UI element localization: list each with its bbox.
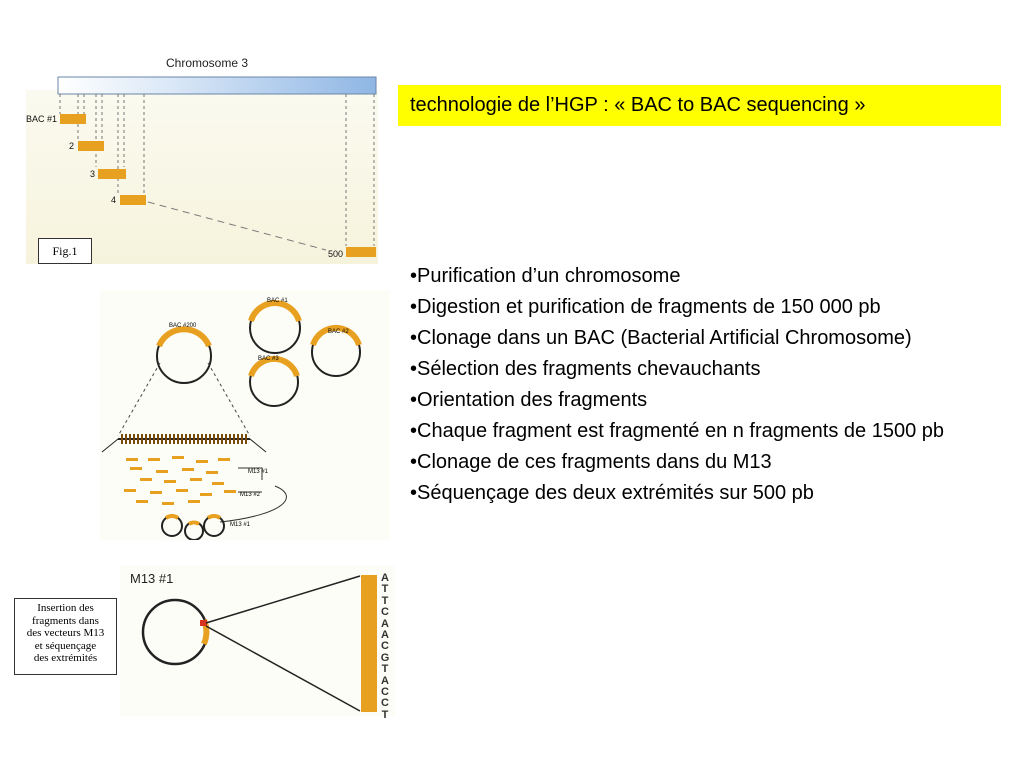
- sequence-letter: C: [381, 640, 389, 653]
- fragment-dash: [188, 500, 200, 503]
- figure-1-label: Fig.1: [38, 238, 92, 264]
- fragment-dash: [176, 489, 188, 492]
- fragment-dash: [190, 478, 202, 481]
- fragment-dash: [136, 500, 148, 503]
- sequence-letter: A: [381, 572, 389, 584]
- m13-label: M13 #2: [240, 492, 261, 498]
- caption-line: Insertion des: [37, 602, 94, 614]
- bac-label: BAC #3: [258, 356, 279, 362]
- fragment-dash: [172, 456, 184, 459]
- bac-label: BAC #200: [169, 323, 197, 329]
- sequence-letter: T: [381, 583, 389, 596]
- step-item: •Digestion et purification de fragments de 150 000 pb: [410, 296, 881, 318]
- bac-bar: [346, 247, 376, 257]
- fragment-dash: [150, 491, 162, 494]
- steps-list: [410, 261, 1020, 509]
- step-item: •Purification d’un chromosome: [410, 265, 681, 287]
- fragment-dash: [196, 460, 208, 463]
- sequence-letter: T: [381, 594, 389, 607]
- sequence-letter: T: [381, 708, 389, 721]
- bac-label: 4: [111, 195, 117, 205]
- m13-label: M13 #1: [248, 469, 269, 475]
- m13-label: M13 #1: [130, 571, 174, 586]
- fragment-dash: [182, 468, 194, 471]
- fragment-dash: [218, 458, 230, 461]
- fragment-dash: [224, 490, 236, 493]
- fragment-dash: [126, 458, 138, 461]
- m13-sequencing-figure: [120, 566, 395, 716]
- bac-label: BAC #2: [328, 329, 349, 335]
- fragment-dash: [148, 458, 160, 461]
- fragment-dash: [140, 478, 152, 481]
- bac-label: 2: [69, 141, 75, 151]
- sequence-letters: [378, 573, 392, 721]
- fragment-dash: [200, 493, 212, 496]
- insertion-caption: [14, 598, 117, 675]
- step-item: •Clonage de ces fragments dans du M13: [410, 451, 772, 473]
- m13-sequencing-diagram: [120, 566, 395, 716]
- fragment-dash: [156, 470, 168, 473]
- chromosome-label: Chromosome 3: [166, 56, 249, 70]
- fragment-dash: [130, 467, 142, 470]
- chromosome-bac-figure: [26, 52, 378, 264]
- slide-title: technologie de l’HGP : « BAC to BAC sequencing »: [398, 85, 1001, 126]
- bac-subcloning-diagram: [100, 290, 390, 540]
- step-item: •Séquençage des deux extrémités sur 500 pb: [410, 482, 814, 504]
- bac-bar: [78, 141, 104, 151]
- sequence-letter: A: [381, 617, 389, 630]
- fragment-dash: [162, 502, 174, 505]
- sequence-letter: C: [381, 697, 389, 710]
- step-item: •Sélection des fragments chevauchants: [410, 358, 761, 380]
- fragment-dash: [124, 489, 136, 492]
- step-item: •Chaque fragment est fragmenté en n fragments de 1500 pb: [410, 420, 945, 442]
- bac-label: 500: [328, 249, 344, 259]
- step-item: •Orientation des fragments: [410, 389, 648, 411]
- sequence-letter: C: [381, 606, 389, 619]
- bac-bar: [98, 169, 126, 179]
- bac-label: 3: [90, 169, 96, 179]
- bac-label: BAC #1: [26, 114, 58, 124]
- fragment-dash: [212, 482, 224, 485]
- fragment-dash: [164, 480, 176, 483]
- bac-bar: [120, 195, 146, 205]
- step-item: •Clonage dans un BAC (Bacterial Artificial Chromosome): [410, 327, 912, 349]
- sequence-letter: G: [380, 651, 390, 664]
- bac-subcloning-figure: [100, 290, 390, 540]
- caption-line: et séquençage: [34, 639, 97, 652]
- caption-line: des vecteurs M13: [26, 627, 105, 639]
- sequence-bar: [361, 575, 377, 712]
- sequence-letter: C: [381, 686, 389, 699]
- bac-bar: [60, 114, 86, 124]
- sequence-letter: A: [381, 629, 389, 642]
- caption-line: des extrémités: [33, 652, 98, 664]
- bac-label: BAC #1: [267, 298, 288, 304]
- chromosome-bac-diagram: [26, 52, 378, 264]
- sequence-letter: A: [381, 674, 389, 687]
- fragment-dash: [206, 471, 218, 474]
- caption-line: fragments dans: [32, 614, 99, 627]
- sequence-letter: T: [381, 663, 389, 676]
- m13-label: M13 #1: [230, 522, 251, 528]
